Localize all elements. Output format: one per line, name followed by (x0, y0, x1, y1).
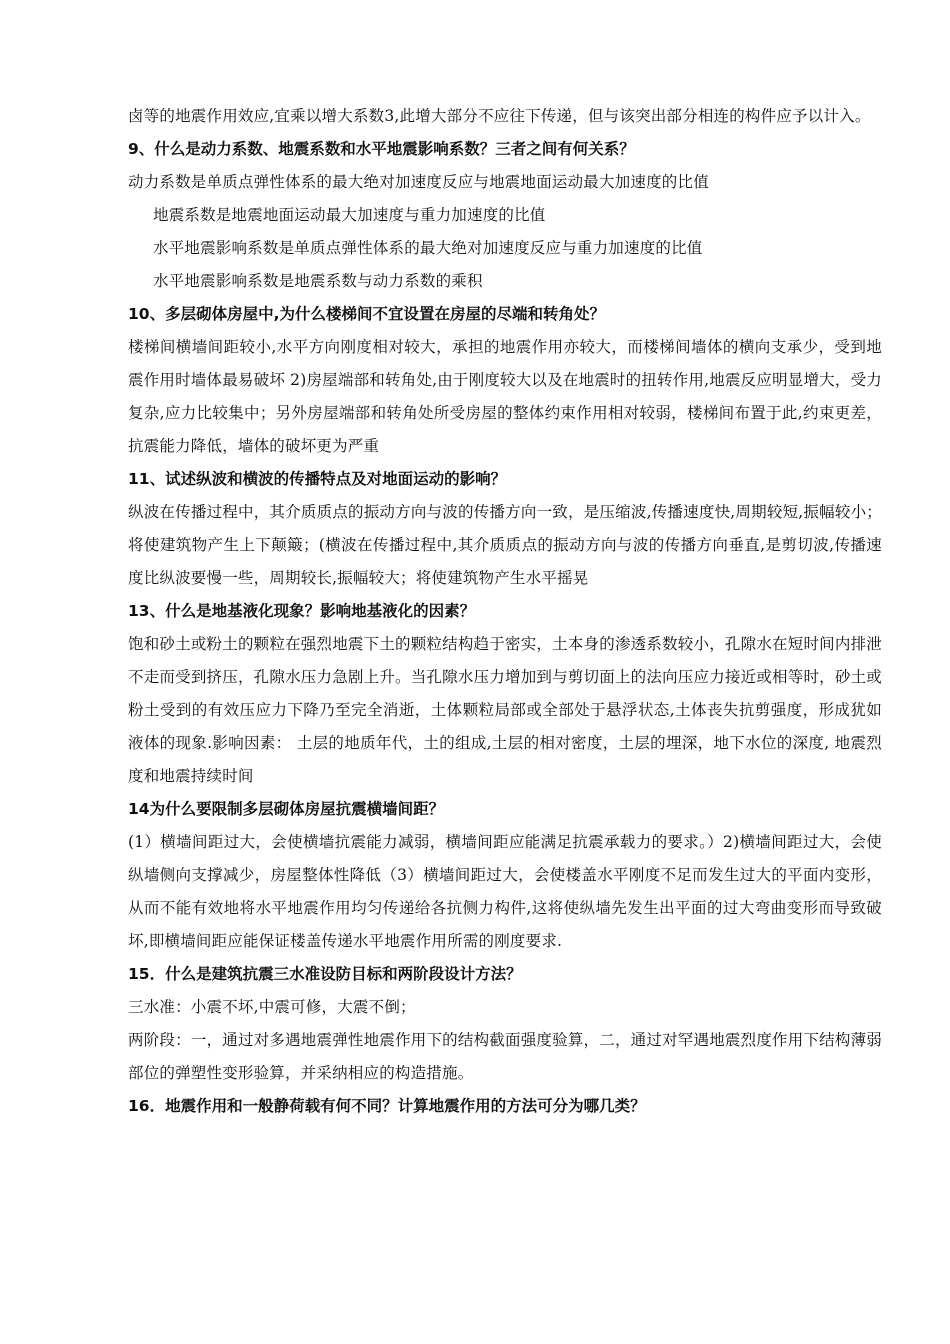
answer-9-line-2: 地震系数是地震地面运动最大加速度与重力加速度的比值 (153, 206, 546, 224)
question-14-heading: 14为什么要限制多层砌体房屋抗震横墙间距？ (128, 800, 445, 818)
question-9-heading: 9、什么是动力系数、地震系数和水平地震影响系数？三者之间有何关系？ (128, 140, 635, 158)
answer-14: (1）横墙间距过大，会使横墙抗震能力减弱，横墙间距应能满足抗震承载力的要求。）2)横墙间距过大，会使纵墙侧向支撑减少，房屋整体性降低（3）横墙间距过大，会使楼盖水平刚度不足而发生过大的平面内变形，从而不能有效地将水平地震作用均匀传递给各抗侧力构件,这将使纵墙先发生出平面的过大弯曲变形而导致破坏,即横墙间距应能保证楼盖传递水平地震作用所需的刚度要求. (128, 833, 882, 950)
paragraph-continuation: 卤等的地震作用效应,宜乘以增大系数3,此增大部分不应往下传递，但与该突出部分相连的构件应予以计入。 (128, 107, 871, 125)
document-body (128, 100, 882, 1123)
question-11-heading: 11、试述纵波和横波的传播特点及对地面运动的影响？ (128, 470, 507, 488)
answer-11: 纵波在传播过程中，其介质质点的振动方向与波的传播方向一致，是压缩波,传播速度快,周期较短,振幅较小；将使建筑物产生上下颠簸；(横波在传播过程中,其介质质点的振动方向与波的传播方向垂直,是剪切波,传播速度比纵波要慢一些，周期较长,振幅较大；将使建筑物产生水平摇晃 (128, 503, 882, 587)
answer-10: 楼梯间横墙间距较小,水平方向刚度相对较大，承担的地震作用亦较大，而楼梯间墙体的横向支承少，受到地震作用时墙体最易破坏 2)房屋端部和转角处,由于刚度较大以及在地震时的扭转作用,地震反应明显增大，受力复杂,应力比较集中；另外房屋端部和转角处所受房屋的整体约束作用相对较弱，楼梯间布置于此,约束更差，抗震能力降低，墙体的破坏更为严重 (128, 338, 882, 455)
question-10-heading: 10、多层砌体房屋中,为什么楼梯间不宜设置在房屋的尽端和转角处？ (128, 305, 605, 323)
answer-13: 饱和砂土或粉土的颗粒在强烈地震下土的颗粒结构趋于密实，土本身的渗透系数较小，孔隙水在短时间内排泄不走而受到挤压，孔隙水压力急剧上升。当孔隙水压力增加到与剪切面上的法向压应力接近或相等时，砂土或粉土受到的有效压应力下降乃至完全消逝，土体颗粒局部或全部处于悬浮状态,土体丧失抗剪强度，形成犹如液体的现象.影响因素： 土层的地质年代，土的组成,土层的相对密度，土层的埋深，地下水位的深度, 地震烈度和地震持续时间 (128, 635, 882, 785)
question-16-heading: 16．地震作用和一般静荷载有何不同？计算地震作用的方法可分为哪几类？ (128, 1097, 646, 1115)
question-15-heading: 15．什么是建筑抗震三水准设防目标和两阶段设计方法？ (128, 965, 522, 983)
answer-15-line-1: 三水准：小震不坏,中震可修，大震不倒； (128, 998, 416, 1016)
answer-9-line-4: 水平地震影响系数是地震系数与动力系数的乘积 (153, 272, 483, 290)
question-13-heading: 13、什么是地基液化现象？影响地基液化的因素？ (128, 602, 476, 620)
answer-15-line-2: 两阶段：一，通过对多遇地震弹性地震作用下的结构截面强度验算，二，通过对罕遇地震烈度作用下结构薄弱部位的弹塑性变形验算，并采纳相应的构造措施。 (128, 1031, 882, 1082)
answer-9-line-1: 动力系数是单质点弹性体系的最大绝对加速度反应与地震地面运动最大加速度的比值 (128, 173, 709, 191)
answer-9-line-3: 水平地震影响系数是单质点弹性体系的最大绝对加速度反应与重力加速度的比值 (153, 239, 703, 257)
